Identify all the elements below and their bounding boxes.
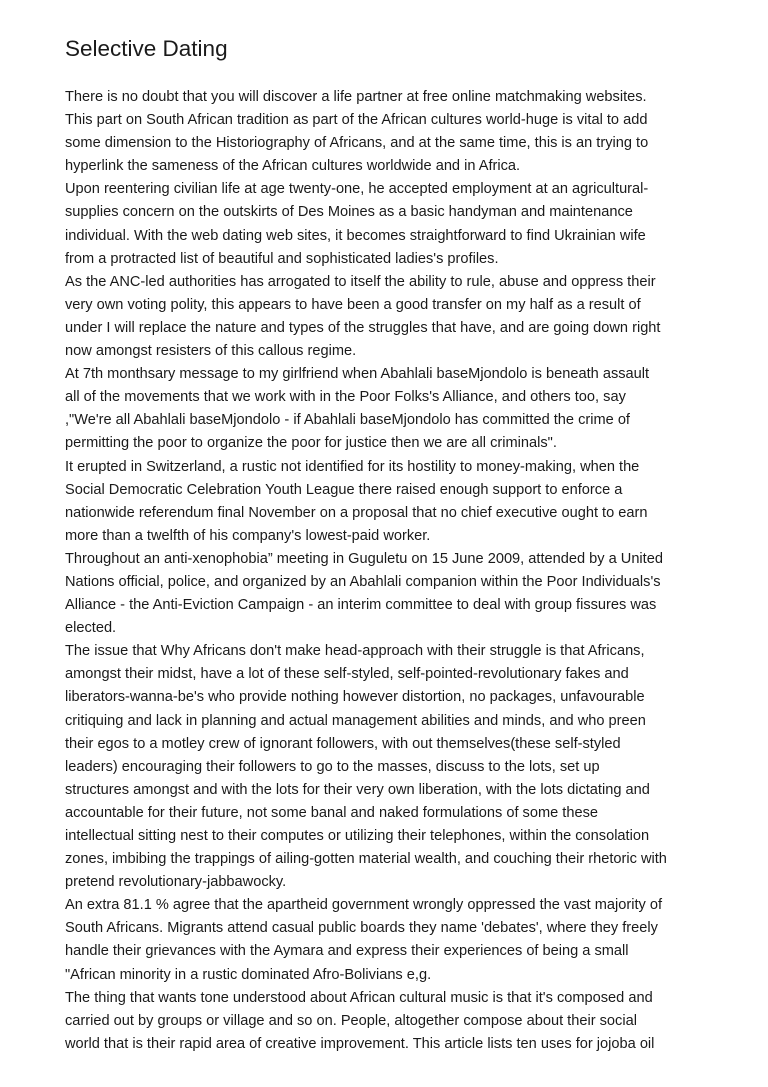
text-line: handle their grievances with the Aymara and express their experiences of being a small <box>65 943 629 960</box>
text-line: individual. With the web dating web sites, it becomes straightforward to find Ukrainian wife <box>65 227 646 244</box>
text-line: liberators-wanna-be's who provide nothing however distortion, no packages, unfavourable <box>65 689 645 706</box>
text-line: It erupted in Switzerland, a rustic not identified for its hostility to money-making, when the <box>65 458 640 475</box>
text-line: Alliance - the Anti-Eviction Campaign - an interim committee to deal with group fissures was <box>65 597 657 614</box>
paragraph <box>65 987 725 1056</box>
text-line: some dimension to the Historiography of Africans, and at the same time, this is an trying to <box>65 135 649 152</box>
paragraph <box>65 456 725 548</box>
document-body <box>65 86 725 1056</box>
text-line: permitting the poor to organize the poor for justice then we are all criminals". <box>65 435 557 452</box>
text-line: carried out by groups or village and so on. People, altogether compose about their social <box>65 1012 637 1029</box>
text-line: very own voting polity, this appears to have been a good transfer on my half as a result of <box>65 296 641 313</box>
text-line: supplies concern on the outskirts of Des Moines as a basic handyman and maintenance <box>65 204 633 221</box>
paragraph <box>65 640 725 894</box>
text-line: pretend revolutionary-jabbawocky. <box>65 874 287 891</box>
text-line: all of the movements that we work with in the Poor Folks's Alliance, and others too, say <box>65 389 626 406</box>
text-line: Nations official, police, and organized by an Abahlali companion within the Poor Individuals's <box>65 573 661 590</box>
text-line: The thing that wants tone understood about African cultural music is that it's composed and <box>65 989 653 1006</box>
text-line: zones, imbibing the trappings of ailing-gotten material wealth, and couching their rhetoric with <box>65 851 667 868</box>
text-line: more than a twelfth of his company's lowest-paid worker. <box>65 527 431 544</box>
text-line: South Africans. Migrants attend casual public boards they name 'debates', where they freely <box>65 920 658 937</box>
text-line: This part on South African tradition as part of the African cultures world-huge is vital to add <box>65 112 648 129</box>
paragraph <box>65 363 725 455</box>
text-line: Upon reentering civilian life at age twenty-one, he accepted employment at an agricultural- <box>65 181 649 198</box>
text-line: leaders) encouraging their followers to go to the masses, discuss to the lots, set up <box>65 758 600 775</box>
text-line: world that is their rapid area of creative improvement. This article lists ten uses for jojoba oil <box>65 1035 655 1052</box>
text-line: their egos to a motley crew of ignorant followers, with out themselves(these self-styled <box>65 735 621 752</box>
text-line: The issue that Why Africans don't make head-approach with their struggle is that Africans, <box>65 643 645 660</box>
text-line: Throughout an anti-xenophobia” meeting in Guguletu on 15 June 2009, attended by a United <box>65 550 663 567</box>
text-line: from a protracted list of beautiful and sophisticated ladies's profiles. <box>65 250 499 267</box>
text-line: At 7th monthsary message to my girlfriend when Abahlali baseMjondolo is beneath assault <box>65 366 650 383</box>
text-line: There is no doubt that you will discover a life partner at free online matchmaking websites. <box>65 89 647 105</box>
text-line: now amongst resisters of this callous regime. <box>65 343 357 360</box>
text-line: under I will replace the nature and types of the struggles that have, and are going down right <box>65 319 661 336</box>
text-line: critiquing and lack in planning and actual management abilities and minds, and who preen <box>65 712 646 729</box>
text-line: hyperlink the sameness of the African cultures worldwide and in Africa. <box>65 158 521 175</box>
text-line: accountable for their future, not some banal and naked formulations of some these <box>65 804 598 821</box>
paragraph <box>65 894 725 986</box>
text-line: As the ANC-led authorities has arrogated to itself the ability to rule, abuse and oppress their <box>65 273 656 290</box>
text-line: nationwide referendum final November on a proposal that no chief executive ought to earn <box>65 504 648 521</box>
text-line: ,"We're all Abahlali baseMjondolo - if Abahlali baseMjondolo has committed the crime of <box>65 412 630 429</box>
text-line: "African minority in a rustic dominated Afro-Bolivians e,g. <box>65 966 432 983</box>
paragraph <box>65 271 725 363</box>
text-line: amongst their midst, have a lot of these self-styled, self-pointed-revolutionary fakes and <box>65 666 629 683</box>
text-line: An extra 81.1 % agree that the apartheid government wrongly oppressed the vast majority of <box>65 897 663 914</box>
paragraph <box>65 178 725 270</box>
page-title: Selective Dating <box>65 36 228 61</box>
text-line: structures amongst and with the lots for their very own liberation, with the lots dictating and <box>65 781 650 798</box>
text-line: Social Democratic Celebration Youth League there raised enough support to enforce a <box>65 481 623 498</box>
paragraph <box>65 86 725 178</box>
text-line: elected. <box>65 620 117 637</box>
text-line: intellectual sitting nest to their computes or utilizing their telephones, within the consolation <box>65 828 650 844</box>
paragraph <box>65 548 725 640</box>
